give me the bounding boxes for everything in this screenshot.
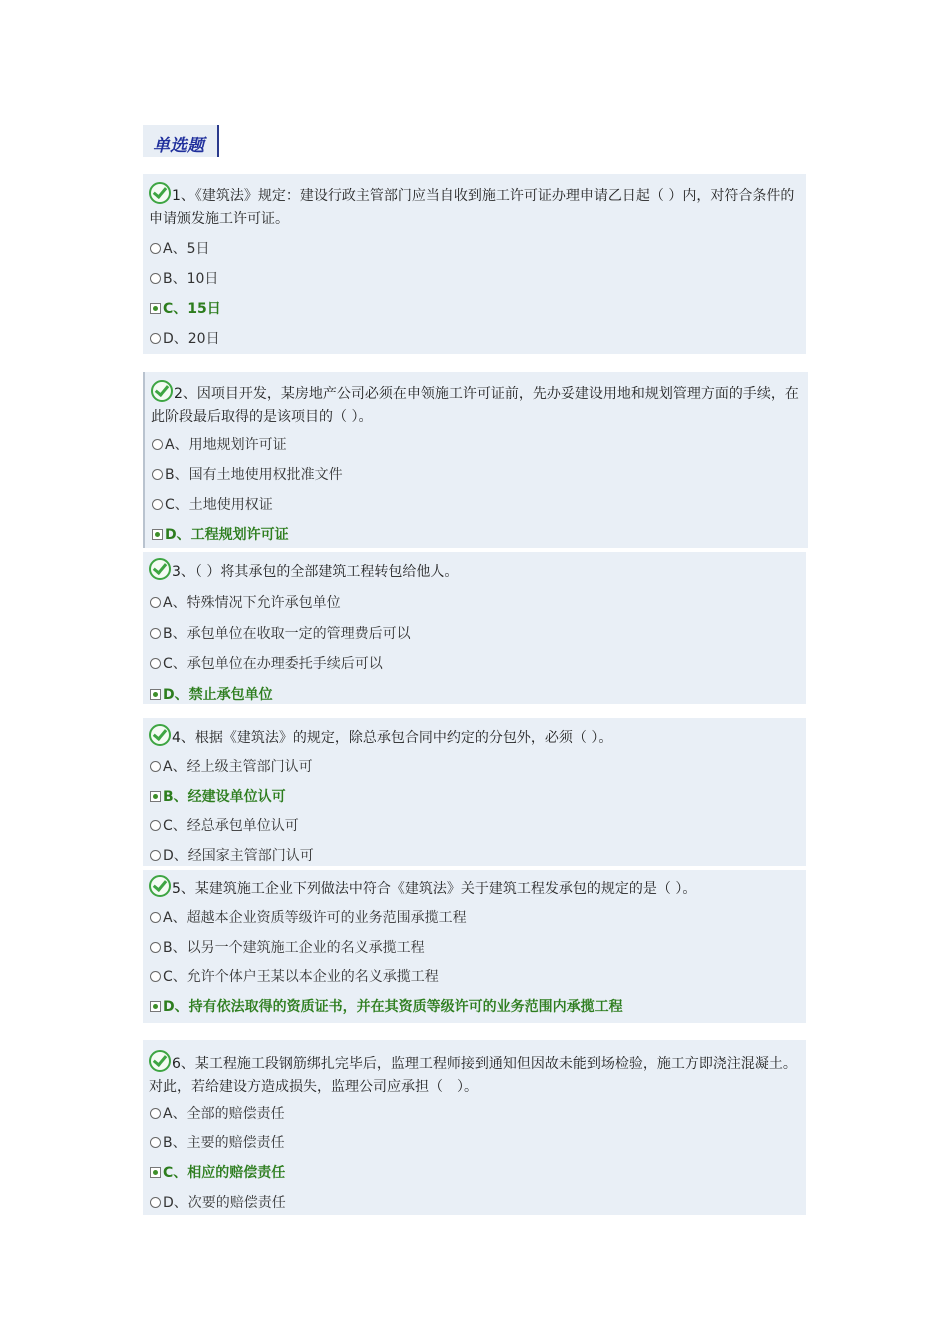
radio-icon[interactable]	[150, 1197, 161, 1208]
radio-icon[interactable]	[150, 333, 161, 344]
section-title	[143, 125, 219, 157]
selected-radio-icon[interactable]	[150, 303, 161, 314]
option-c-selected[interactable]: C、15日	[150, 298, 221, 318]
option-c[interactable]: C、承包单位在办理委托手续后可以	[150, 653, 383, 673]
option-b[interactable]: B、主要的赔偿责任	[150, 1132, 285, 1152]
selected-radio-icon[interactable]	[150, 689, 161, 700]
question-text: 2、因项目开发，某房地产公司必须在申领施工许可证前，先办妥建设用地和规划管理方面的手续，在此阶段最后取得的是该项目的（ ）。	[151, 380, 802, 429]
selected-radio-icon[interactable]	[150, 1167, 161, 1178]
selected-radio-icon[interactable]	[150, 1001, 161, 1012]
option-d-selected[interactable]: D、工程规划许可证	[152, 524, 289, 544]
selected-radio-icon[interactable]	[152, 529, 163, 540]
radio-icon[interactable]	[150, 273, 161, 284]
option-b-selected[interactable]: B、经建设单位认可	[150, 786, 286, 806]
option-a[interactable]: A、特殊情况下允许承包单位	[150, 592, 341, 612]
radio-icon[interactable]	[150, 658, 161, 669]
question-card-3	[143, 552, 806, 704]
option-d[interactable]: D、次要的赔偿责任	[150, 1192, 286, 1212]
radio-icon[interactable]	[150, 850, 161, 861]
option-b[interactable]: B、10日	[150, 268, 218, 288]
radio-icon[interactable]	[150, 243, 161, 254]
option-c-selected[interactable]: C、相应的赔偿责任	[150, 1162, 285, 1182]
radio-icon[interactable]	[150, 628, 161, 639]
correct-check-icon	[149, 1050, 171, 1072]
question-card-5	[143, 870, 806, 1023]
question-text: 1、《建筑法》规定：建设行政主管部门应当自收到施工许可证办理申请乙日起（ ）内，对符合条件的申请颁发施工许可证。	[149, 182, 800, 231]
option-d-selected[interactable]: D、禁止承包单位	[150, 684, 273, 704]
question-card-6	[143, 1040, 806, 1215]
section-title-text: 单选题	[153, 136, 204, 156]
radio-icon[interactable]	[152, 469, 163, 480]
option-a[interactable]: A、经上级主管部门认可	[150, 756, 313, 776]
option-b[interactable]: B、以另一个建筑施工企业的名义承揽工程	[150, 937, 425, 957]
option-a[interactable]: A、用地规划许可证	[152, 434, 287, 454]
question-text: 5、某建筑施工企业下列做法中符合《建筑法》关于建筑工程发承包的规定的是（ ）。	[149, 875, 800, 901]
correct-check-icon	[149, 875, 171, 897]
option-c[interactable]: C、土地使用权证	[152, 494, 273, 514]
option-a[interactable]: A、5日	[150, 238, 209, 258]
correct-check-icon	[149, 182, 171, 204]
option-b[interactable]: B、国有土地使用权批准文件	[152, 464, 343, 484]
correct-check-icon	[151, 380, 173, 402]
correct-check-icon	[149, 558, 171, 580]
option-d-selected[interactable]: D、持有依法取得的资质证书，并在其资质等级许可的业务范围内承揽工程	[150, 996, 623, 1016]
question-text: 3、（ ）将其承包的全部建筑工程转包给他人。	[149, 558, 800, 584]
radio-icon[interactable]	[152, 439, 163, 450]
option-d[interactable]: D、20日	[150, 328, 220, 348]
option-a[interactable]: A、全部的赔偿责任	[150, 1103, 285, 1123]
radio-icon[interactable]	[150, 942, 161, 953]
question-text: 6、某工程施工段钢筋绑扎完毕后，监理工程师接到通知但因故未能到场检验，施工方即浇注混凝土。对此，若给建设方造成损失，监理公司应承担（ ）。	[149, 1050, 800, 1099]
question-card-2	[143, 372, 808, 548]
radio-icon[interactable]	[150, 597, 161, 608]
question-card-4	[143, 718, 806, 866]
question-card-1	[143, 174, 806, 354]
radio-icon[interactable]	[150, 820, 161, 831]
option-a[interactable]: A、超越本企业资质等级许可的业务范围承揽工程	[150, 907, 467, 927]
radio-icon[interactable]	[152, 499, 163, 510]
selected-radio-icon[interactable]	[150, 791, 161, 802]
option-c[interactable]: C、经总承包单位认可	[150, 815, 299, 835]
radio-icon[interactable]	[150, 971, 161, 982]
question-text: 4、根据《建筑法》的规定，除总承包合同中约定的分包外，必须（ ）。	[149, 724, 800, 750]
radio-icon[interactable]	[150, 761, 161, 772]
option-d[interactable]: D、经国家主管部门认可	[150, 845, 314, 865]
radio-icon[interactable]	[150, 1137, 161, 1148]
correct-check-icon	[149, 724, 171, 746]
radio-icon[interactable]	[150, 1108, 161, 1119]
option-c[interactable]: C、允许个体户王某以本企业的名义承揽工程	[150, 966, 439, 986]
option-b[interactable]: B、承包单位在收取一定的管理费后可以	[150, 623, 411, 643]
radio-icon[interactable]	[150, 912, 161, 923]
